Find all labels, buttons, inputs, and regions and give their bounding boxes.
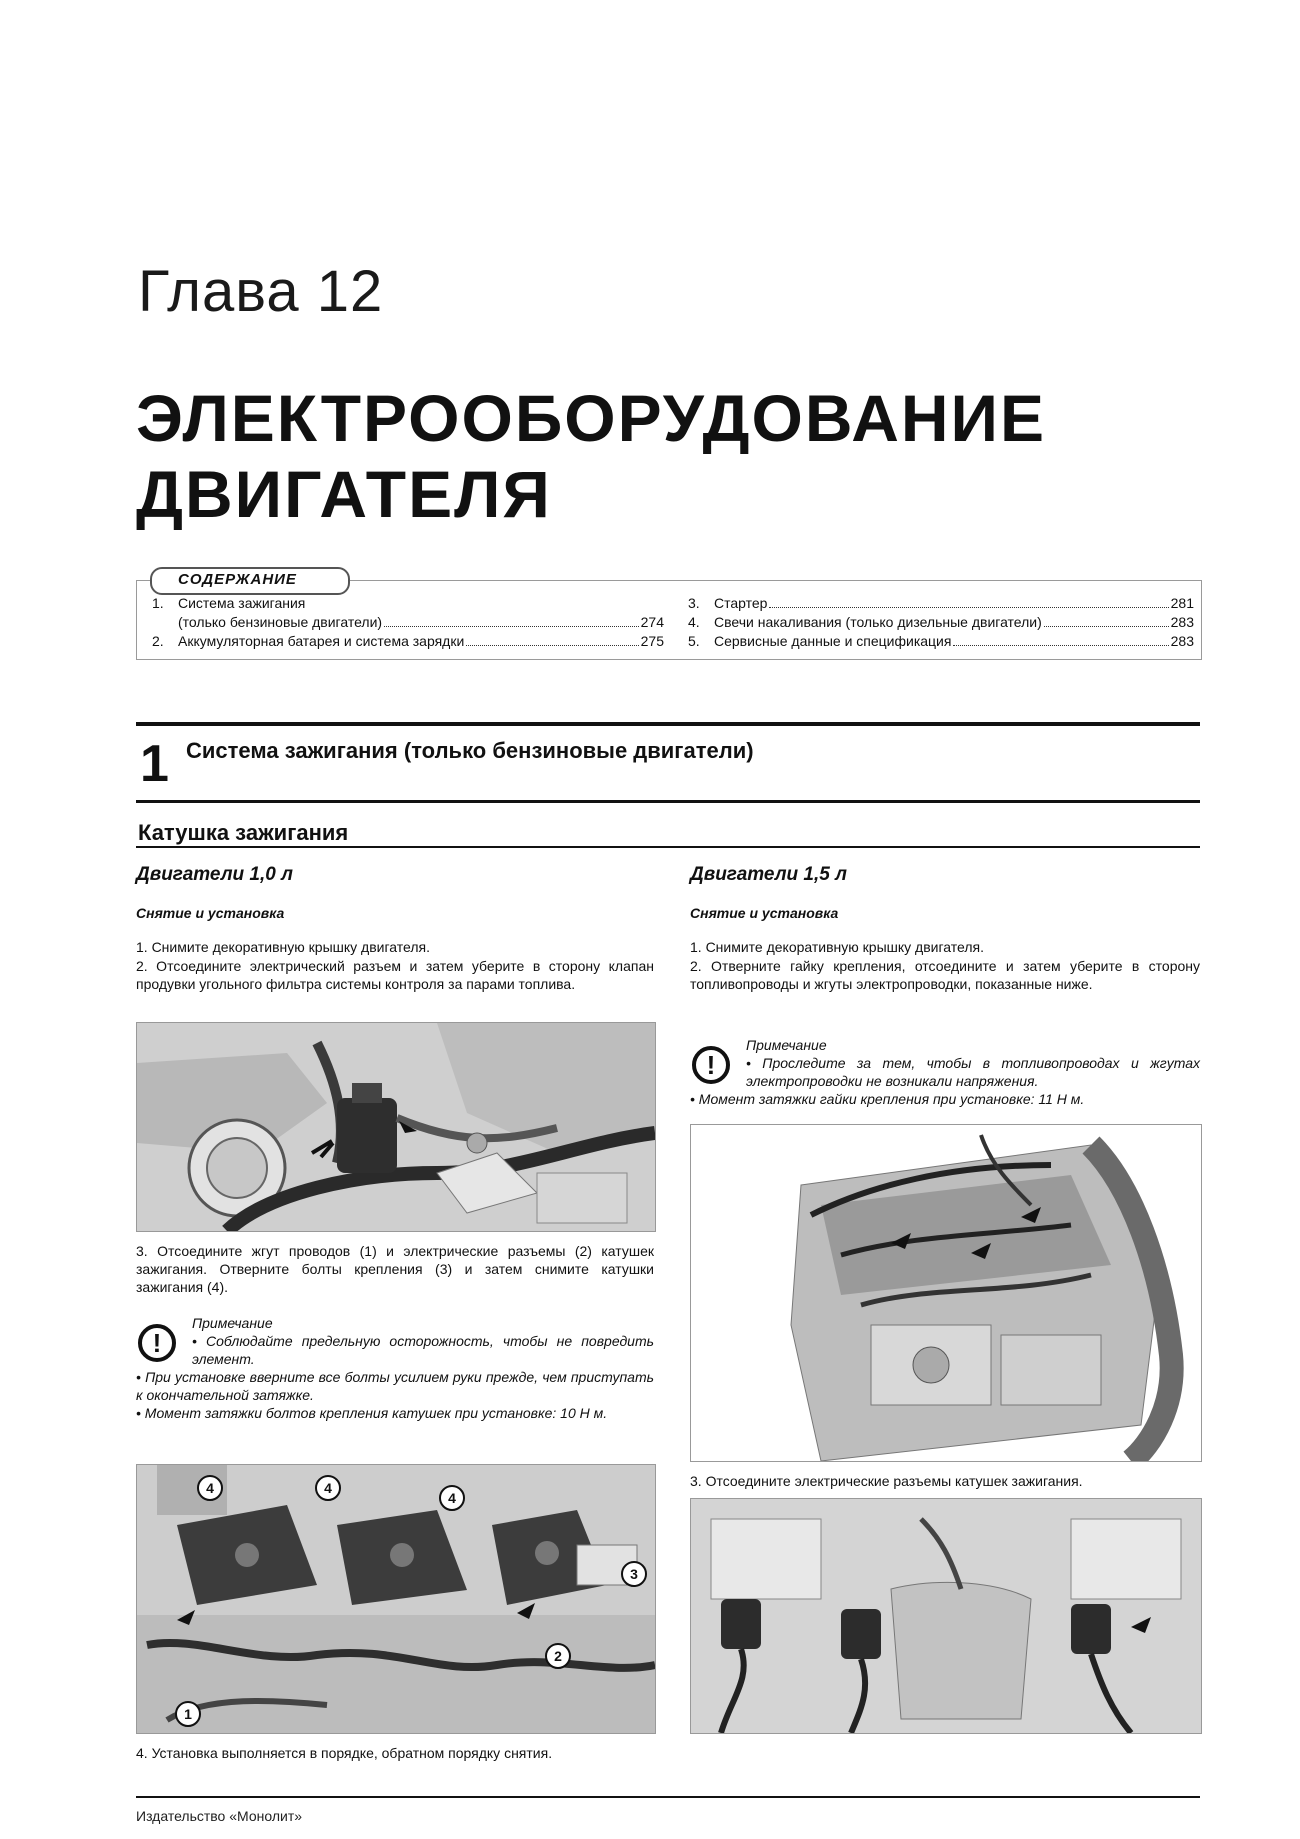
- leader-dots: [384, 626, 639, 627]
- engine-photo-1-5-coils: [690, 1498, 1202, 1734]
- contents-item-page: 283: [1170, 633, 1194, 649]
- contents-item[interactable]: [688, 632, 1194, 651]
- left-note-3: • Момент затяжки болтов крепления катушек при установке: 10 Н м.: [136, 1405, 608, 1421]
- contents-item-number: 5.: [688, 633, 700, 649]
- contents-item-text: Аккумуляторная батарея и система зарядки: [178, 633, 465, 649]
- publisher: Издательство «Монолит»: [136, 1808, 303, 1824]
- section-title: Система зажигания (только бензиновые двигатели): [186, 738, 754, 763]
- leader-dots: [953, 645, 1168, 646]
- contents-item-text: Система зажигания: [178, 595, 306, 611]
- contents-item-page: 283: [1170, 614, 1194, 630]
- contents-item-page: 281: [1170, 595, 1194, 611]
- contents-item[interactable]: [688, 594, 1194, 613]
- contents-item-page: 274: [640, 614, 664, 630]
- section-top-rule: [136, 722, 1200, 726]
- engine-photo-1-0-top: [136, 1022, 656, 1232]
- callout-1: 1: [175, 1701, 201, 1727]
- contents-right-column: [688, 594, 1194, 651]
- contents-item-text: Сервисные данные и спецификация: [714, 633, 952, 649]
- right-note: [690, 1036, 1200, 1108]
- chapter-title: [136, 380, 1046, 532]
- contents-left-column: [152, 594, 664, 651]
- leader-dots: [1044, 626, 1169, 627]
- contents-item-page: 275: [640, 633, 664, 649]
- engine-photo-1-5-top: [690, 1124, 1202, 1462]
- chapter-label: Глава 12: [138, 259, 384, 324]
- contents-item-text: Стартер: [714, 595, 768, 611]
- right-heading: Двигатели 1,5 л: [690, 864, 847, 885]
- contents-item-text: (только бензиновые двигатели): [178, 614, 383, 630]
- contents-item[interactable]: [152, 594, 664, 613]
- left-subheading: Снятие и установка: [136, 905, 285, 921]
- left-note-title: Примечание: [192, 1315, 273, 1331]
- right-step-1: 1. Снимите декоративную крышку двигателя.: [690, 939, 984, 955]
- contents-item-text: Свечи накаливания (только дизельные двигатели): [714, 614, 1042, 630]
- contents-item-number: 2.: [152, 633, 164, 649]
- right-note-title: Примечание: [746, 1037, 827, 1053]
- right-step-3: 3. Отсоедините электрические разъемы катушек зажигания.: [690, 1473, 1083, 1489]
- contents-item[interactable]: [152, 613, 664, 632]
- right-step-2: 2. Отверните гайку крепления, отсоедините и затем уберите в сторону топливопроводы и жгуты электропроводки, показанные ниже.: [690, 958, 1200, 992]
- engine-photo-1-0-coils: [136, 1464, 656, 1734]
- callout-2: 2: [545, 1643, 571, 1669]
- contents-item-number: 4.: [688, 614, 700, 630]
- left-step-4: 4. Установка выполняется в порядке, обратном порядку снятия.: [136, 1745, 553, 1761]
- leader-dots: [769, 607, 1168, 608]
- contents-item[interactable]: [688, 613, 1194, 632]
- left-note: [136, 1314, 654, 1422]
- subsection-rule: [136, 846, 1200, 848]
- right-note-1: • Проследите за тем, чтобы в топливопроводах и жгутах электропроводки не возникали напряжения.: [746, 1055, 1200, 1089]
- callout-3: 3: [621, 1561, 647, 1587]
- right-note-2: • Момент затяжки гайки крепления при установке: 11 Н м.: [690, 1091, 1085, 1107]
- left-note-2: • При установке вверните все болты усилием руки прежде, чем приступать к окончательной затяжке.: [136, 1369, 654, 1403]
- left-step-1: 1. Снимите декоративную крышку двигателя.: [136, 939, 430, 955]
- left-note-1: • Соблюдайте предельную осторожность, чтобы не повредить элемент.: [192, 1333, 654, 1367]
- right-subheading: Снятие и установка: [690, 905, 839, 921]
- callout-4: 4: [315, 1475, 341, 1501]
- section-bottom-rule: [136, 800, 1200, 803]
- leader-dots: [466, 645, 638, 646]
- chapter-title-line1: ЭЛЕКТРООБОРУДОВАНИЕ: [136, 381, 1046, 455]
- left-step-2: 2. Отсоедините электрический разъем и затем уберите в сторону клапан продувки угольного фильтра системы контроля за парами топлива.: [136, 958, 654, 992]
- contents-tab-label: СОДЕРЖАНИЕ: [178, 571, 297, 588]
- contents-item-number: 1.: [152, 595, 164, 611]
- footer-rule: [136, 1796, 1200, 1798]
- callout-4: 4: [197, 1475, 223, 1501]
- callout-4: 4: [439, 1485, 465, 1511]
- warning-icon: !: [138, 1324, 176, 1362]
- left-heading: Двигатели 1,0 л: [136, 864, 293, 885]
- section-number: 1: [140, 735, 169, 793]
- contents-item-number: 3.: [688, 595, 700, 611]
- warning-icon: !: [692, 1046, 730, 1084]
- subsection-title: Катушка зажигания: [138, 820, 349, 845]
- chapter-title-line2: ДВИГАТЕЛЯ: [136, 457, 552, 531]
- left-step-3: 3. Отсоедините жгут проводов (1) и электрические разъемы (2) катушек зажигания. Отверните болты крепления (3) и затем снимите катушки зажигания (4).: [136, 1243, 654, 1295]
- contents-item[interactable]: [152, 632, 664, 651]
